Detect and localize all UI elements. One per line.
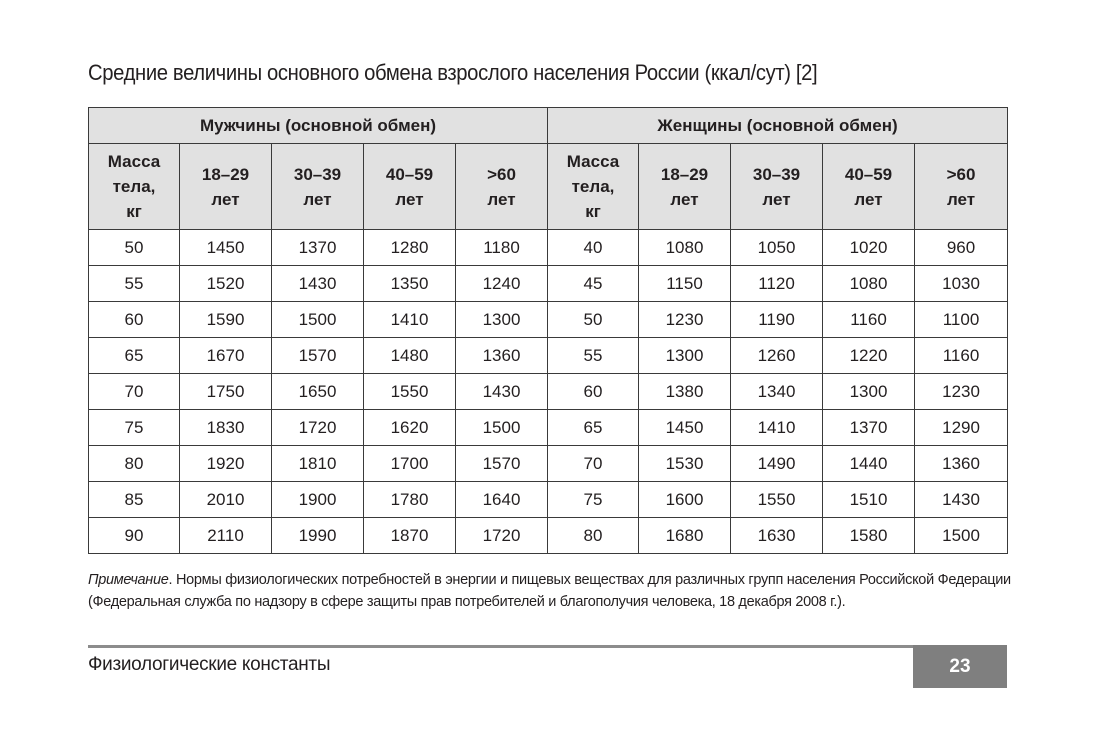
value-cell: 1720 <box>456 518 548 554</box>
value-cell: 1830 <box>180 410 272 446</box>
mass-cell: 75 <box>548 482 639 518</box>
value-cell: 1450 <box>180 230 272 266</box>
value-cell: 1450 <box>639 410 731 446</box>
value-cell: 1520 <box>180 266 272 302</box>
value-cell: 1360 <box>456 338 548 374</box>
table-row <box>89 374 1008 410</box>
footnote-line-1: . Нормы физиологических потребностей в энергии и пищевых веществах для различных групп населения Российской Федерации <box>168 572 1011 588</box>
men-age-40-59-header <box>364 144 456 230</box>
footnote-label: Примечание <box>88 572 169 588</box>
value-cell: 1120 <box>731 266 823 302</box>
header-line: 30–39 <box>293 164 342 184</box>
mass-cell: 90 <box>89 518 180 554</box>
value-cell: 1550 <box>364 374 456 410</box>
header-line: лет <box>395 189 424 209</box>
value-cell: 1050 <box>731 230 823 266</box>
table-body <box>89 230 1008 554</box>
value-cell: 1290 <box>915 410 1008 446</box>
value-cell: 1430 <box>456 374 548 410</box>
value-cell: 1160 <box>823 302 915 338</box>
mass-cell: 65 <box>89 338 180 374</box>
value-cell: 1580 <box>823 518 915 554</box>
mass-cell: 80 <box>89 446 180 482</box>
mass-cell: 80 <box>548 518 639 554</box>
value-cell: 1990 <box>272 518 364 554</box>
value-cell: 1360 <box>915 446 1008 482</box>
mass-cell: 75 <box>89 410 180 446</box>
value-cell: 1720 <box>272 410 364 446</box>
mass-cell: 55 <box>89 266 180 302</box>
value-cell: 1100 <box>915 302 1008 338</box>
value-cell: 1780 <box>364 482 456 518</box>
header-line: >60 <box>946 164 976 184</box>
value-cell: 1810 <box>272 446 364 482</box>
value-cell: 1220 <box>823 338 915 374</box>
header-line: кг <box>585 202 601 221</box>
footer-divider <box>88 645 913 648</box>
value-cell: 1030 <box>915 266 1008 302</box>
value-cell: 1500 <box>456 410 548 446</box>
footnote-line-2: (Федеральная служба по надзору в сфере защиты прав потребителей и благополучия человека, 18 декабря 2008 г.). <box>88 594 846 610</box>
table-row <box>89 482 1008 518</box>
value-cell: 1380 <box>639 374 731 410</box>
value-cell: 1080 <box>639 230 731 266</box>
value-cell: 1640 <box>456 482 548 518</box>
value-cell: 1750 <box>180 374 272 410</box>
table-row <box>89 230 1008 266</box>
value-cell: 1180 <box>456 230 548 266</box>
table-header <box>89 108 1008 230</box>
value-cell: 1230 <box>915 374 1008 410</box>
header-line: Масса <box>566 152 620 171</box>
header-line: лет <box>211 189 240 209</box>
value-cell: 1190 <box>731 302 823 338</box>
page-number: 23 <box>913 645 1007 688</box>
value-cell: 1300 <box>639 338 731 374</box>
value-cell: 1280 <box>364 230 456 266</box>
header-line: 30–39 <box>752 164 801 184</box>
value-cell: 1370 <box>272 230 364 266</box>
women-group-header: Женщины (основной обмен) <box>548 108 1008 144</box>
value-cell: 1350 <box>364 266 456 302</box>
mass-cell: 85 <box>89 482 180 518</box>
value-cell: 1480 <box>364 338 456 374</box>
table-row <box>89 302 1008 338</box>
value-cell: 1530 <box>639 446 731 482</box>
value-cell: 1240 <box>456 266 548 302</box>
value-cell: 1920 <box>180 446 272 482</box>
header-line: тела, <box>571 177 615 196</box>
mass-cell: 70 <box>548 446 639 482</box>
footer-section-title: Физиологические константы <box>88 654 331 675</box>
value-cell: 1510 <box>823 482 915 518</box>
value-cell: 1570 <box>272 338 364 374</box>
value-cell: 960 <box>915 230 1008 266</box>
value-cell: 1300 <box>823 374 915 410</box>
value-cell: 1570 <box>456 446 548 482</box>
women-age-40-59-header <box>823 144 915 230</box>
mass-cell: 55 <box>548 338 639 374</box>
men-mass-header <box>89 144 180 230</box>
table-title: Средние величины основного обмена взрослого населения России (ккал/сут) [2] <box>88 60 818 85</box>
value-cell: 1650 <box>272 374 364 410</box>
value-cell: 1630 <box>731 518 823 554</box>
bmr-table <box>88 107 1008 554</box>
value-cell: 1900 <box>272 482 364 518</box>
value-cell: 1020 <box>823 230 915 266</box>
footnote <box>88 569 1018 613</box>
mass-cell: 60 <box>89 302 180 338</box>
value-cell: 1230 <box>639 302 731 338</box>
mass-cell: 65 <box>548 410 639 446</box>
value-cell: 1410 <box>731 410 823 446</box>
group-header-row <box>89 108 1008 144</box>
value-cell: 1870 <box>364 518 456 554</box>
header-line: 40–59 <box>844 164 893 184</box>
value-cell: 1700 <box>364 446 456 482</box>
men-age-30-39-header <box>272 144 364 230</box>
header-line: лет <box>487 189 516 209</box>
header-line: лет <box>670 189 699 209</box>
value-cell: 2110 <box>180 518 272 554</box>
table-row <box>89 266 1008 302</box>
value-cell: 1340 <box>731 374 823 410</box>
table-row <box>89 410 1008 446</box>
header-line: лет <box>303 189 332 209</box>
women-mass-header <box>548 144 639 230</box>
value-cell: 1410 <box>364 302 456 338</box>
value-cell: 1150 <box>639 266 731 302</box>
value-cell: 1600 <box>639 482 731 518</box>
header-line: Масса <box>107 152 161 171</box>
header-line: 18–29 <box>201 164 250 184</box>
table-row <box>89 518 1008 554</box>
value-cell: 1500 <box>915 518 1008 554</box>
men-age-18-29-header <box>180 144 272 230</box>
table-row <box>89 446 1008 482</box>
mass-cell: 60 <box>548 374 639 410</box>
header-line: лет <box>946 189 976 209</box>
header-line: 40–59 <box>385 164 434 184</box>
mass-cell: 40 <box>548 230 639 266</box>
value-cell: 1620 <box>364 410 456 446</box>
value-cell: 1670 <box>180 338 272 374</box>
value-cell: 1430 <box>915 482 1008 518</box>
value-cell: 1500 <box>272 302 364 338</box>
value-cell: 1430 <box>272 266 364 302</box>
header-line: лет <box>762 189 791 209</box>
value-cell: 2010 <box>180 482 272 518</box>
mass-cell: 50 <box>548 302 639 338</box>
mass-cell: 70 <box>89 374 180 410</box>
women-age-18-29-header <box>639 144 731 230</box>
header-line: кг <box>126 202 142 221</box>
value-cell: 1680 <box>639 518 731 554</box>
value-cell: 1160 <box>915 338 1008 374</box>
header-line: 18–29 <box>660 164 709 184</box>
value-cell: 1300 <box>456 302 548 338</box>
value-cell: 1260 <box>731 338 823 374</box>
column-header-row <box>89 144 1008 230</box>
value-cell: 1080 <box>823 266 915 302</box>
women-age-60-header <box>915 144 1008 230</box>
value-cell: 1550 <box>731 482 823 518</box>
header-line: лет <box>854 189 883 209</box>
table-row <box>89 338 1008 374</box>
mass-cell: 50 <box>89 230 180 266</box>
mass-cell: 45 <box>548 266 639 302</box>
men-age-60-header <box>456 144 548 230</box>
header-line: >60 <box>487 164 516 184</box>
header-line: тела, <box>112 177 156 196</box>
value-cell: 1440 <box>823 446 915 482</box>
women-age-30-39-header <box>731 144 823 230</box>
value-cell: 1590 <box>180 302 272 338</box>
value-cell: 1490 <box>731 446 823 482</box>
men-group-header: Мужчины (основной обмен) <box>89 108 548 144</box>
value-cell: 1370 <box>823 410 915 446</box>
